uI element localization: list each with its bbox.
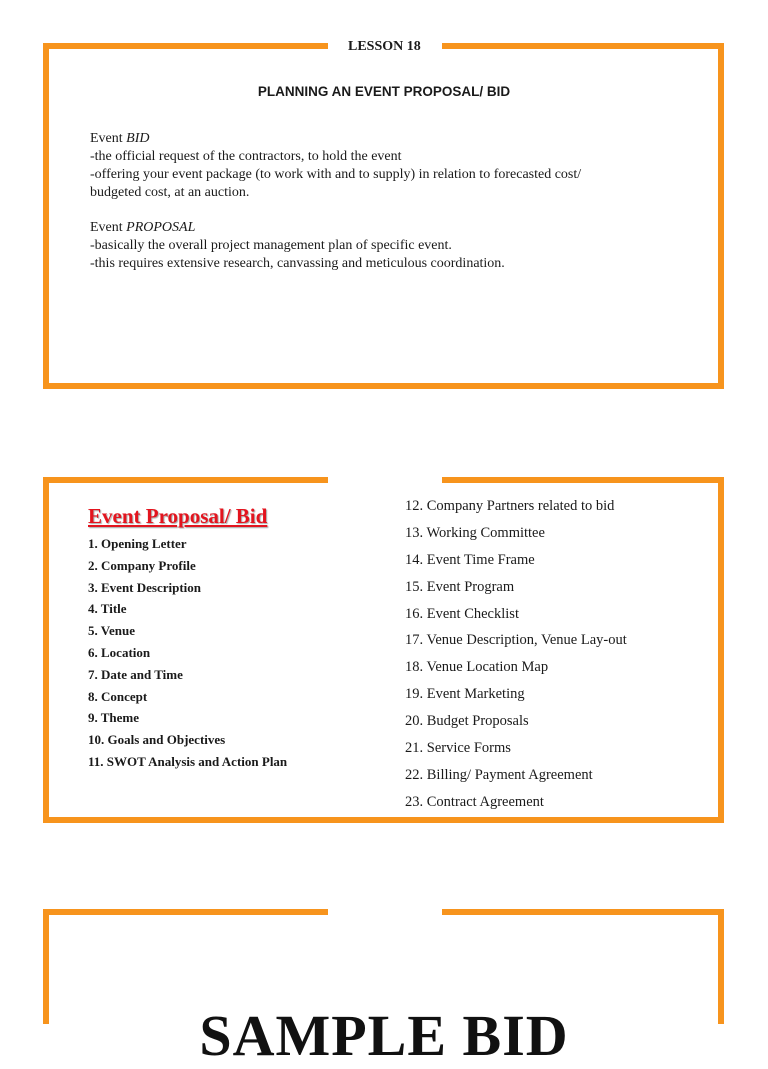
bid-term: BID xyxy=(126,131,150,146)
bid-term-line xyxy=(90,130,581,148)
proposal-list-title: Event Proposal/ Bid xyxy=(88,504,268,528)
list-item: 1. Opening Letter xyxy=(88,536,187,551)
proposal-definition xyxy=(90,219,505,273)
frame-2-right xyxy=(718,477,724,823)
list-item: 2. Company Profile xyxy=(88,557,196,573)
list-item: 23. Contract Agreement xyxy=(405,793,544,810)
proposal-sections-left xyxy=(88,533,287,773)
sample-bid-title: SAMPLE BID xyxy=(199,1003,569,1068)
list-item: 19. Event Marketing xyxy=(405,686,525,703)
list-item: 17. Venue Description, Venue Lay-out xyxy=(405,632,627,649)
frame-2-bottom xyxy=(43,817,724,823)
list-item: 5. Venue xyxy=(88,623,135,639)
bid-definition xyxy=(90,130,581,202)
proposal-prefix: Event xyxy=(90,220,127,235)
list-item: 7. Date and Time xyxy=(88,666,183,682)
bid-line-3: budgeted cost, at an auction. xyxy=(90,185,250,200)
list-item: 3. Event Description xyxy=(88,579,202,595)
bid-line-1: -the official request of the contractors, to hold the event xyxy=(90,149,402,164)
proposal-term-line xyxy=(90,219,505,237)
list-item: 21. Service Forms xyxy=(405,740,511,757)
list-item: 20. Budget Proposals xyxy=(405,713,529,730)
frame-2-left xyxy=(43,477,49,823)
frame-2-top-right xyxy=(442,477,724,483)
frame-1-bottom xyxy=(43,383,724,389)
bid-line-2: -offering your event package (to work with and to supply) in relation to forecasted cost/ xyxy=(90,167,582,182)
list-item: 14. Event Time Frame xyxy=(405,551,535,568)
proposal-line-1: -basically the overall project management plan of specific event. xyxy=(90,238,452,253)
list-item: 11. SWOT Analysis and Action Plan xyxy=(88,753,288,769)
list-item: 9. Theme xyxy=(88,710,140,726)
list-item: 10. Goals and Objectives xyxy=(88,732,226,748)
list-item: 13. Working Committee xyxy=(405,524,545,541)
list-item: 4. Title xyxy=(88,601,127,617)
list-item: 22. Billing/ Payment Agreement xyxy=(405,766,593,783)
frame-3-top-left xyxy=(43,909,328,915)
list-item: 16. Event Checklist xyxy=(405,605,519,622)
frame-3-top-right xyxy=(442,909,724,915)
list-item: 18. Venue Location Map xyxy=(405,659,549,676)
lesson-label: LESSON 18 xyxy=(348,39,421,54)
proposal-term: PROPOSAL xyxy=(126,220,196,235)
frame-2-top-left xyxy=(43,477,328,483)
list-item: 6. Location xyxy=(88,644,151,660)
list-item: 12. Company Partners related to bid xyxy=(405,498,615,514)
frame-1-top-right xyxy=(442,43,724,49)
frame-1-top-left xyxy=(43,43,328,49)
list-item: 8. Concept xyxy=(88,688,148,704)
list-item: 15. Event Program xyxy=(405,578,515,595)
proposal-line-2: -this requires extensive research, canvassing and meticulous coordination. xyxy=(90,256,505,271)
page-heading: PLANNING AN EVENT PROPOSAL/ BID xyxy=(257,84,511,99)
bid-prefix: Event xyxy=(90,131,127,146)
proposal-sections-right xyxy=(405,493,627,816)
